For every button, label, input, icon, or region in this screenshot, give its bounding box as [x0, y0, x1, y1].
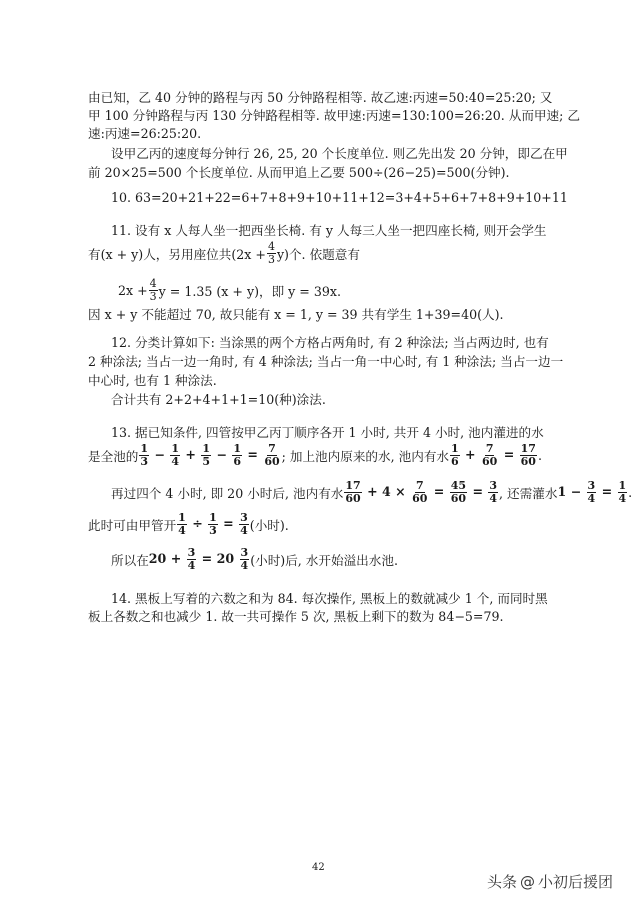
denominator: 60	[412, 492, 428, 505]
q11-eq-a: 2x +	[118, 283, 148, 298]
q13-expr2	[449, 443, 538, 468]
numerator: 7	[485, 442, 494, 455]
numerator: 1	[209, 511, 217, 524]
denominator: 4	[489, 492, 498, 505]
operator: =	[218, 516, 239, 531]
q13-line3	[111, 480, 632, 505]
operator: = 20	[197, 551, 239, 566]
q12-line2: 2 种涂法; 当占一边一角时, 有 4 种涂法; 当占一角一中心时, 有 1 种涂法; 当占一边一	[88, 354, 564, 369]
q13-line4-prefix: 此时可由甲管开	[88, 518, 177, 533]
fraction: $\frac{4}{3}$	[149, 277, 157, 303]
fraction	[450, 480, 467, 505]
q11-line2	[88, 241, 360, 266]
numerator: 1	[171, 442, 180, 455]
watermark-right: 小初后援团	[538, 873, 614, 891]
operator: =	[499, 447, 519, 462]
q13-line4-end: (小时).	[249, 518, 289, 533]
numerator: 7	[415, 479, 424, 492]
fraction	[450, 443, 460, 468]
fraction	[618, 480, 628, 505]
q13-expr1	[138, 443, 281, 468]
para2-line1: 设甲乙丙的速度每分钟行 26, 25, 20 个长度单位. 则乙先出发 20 分钟，即乙在甲	[111, 146, 568, 161]
q10-line: 10. 63=20+21+22=6+7+8+9+10+11+12=3+4+5+6+7+8+9+10+11	[111, 190, 568, 205]
fraction	[170, 443, 180, 468]
numerator: 1	[233, 442, 241, 455]
watermark	[487, 871, 613, 892]
fraction	[177, 512, 187, 537]
fraction	[520, 443, 537, 468]
denominator: 4	[587, 492, 596, 505]
denominator: 4	[240, 524, 248, 537]
q11-line2-b: y)个. 依题意有	[276, 247, 360, 262]
q13-line5-end: (小时)后, 水开始溢出水池.	[250, 553, 398, 568]
numerator: 1	[178, 511, 186, 524]
denominator: 4	[178, 524, 186, 537]
para2-line2: 前 20×25=500 个长度单位. 从而甲追上乙要 500÷(26−25)=500(分钟).	[88, 165, 510, 180]
q13-line3-end: .	[628, 485, 633, 500]
numerator: 3	[240, 546, 249, 559]
numerator: 1	[140, 442, 149, 455]
q13-line3-prefix: 再过四个 4 小时, 即 20 小时后, 池内有水	[111, 486, 344, 501]
denominator: 60	[482, 455, 498, 468]
numerator: 3	[240, 511, 248, 524]
q11-line1: 11. 设有 x 人每人坐一把西坐长椅. 有 y 人每三人坐一把四座长椅, 则开会学生	[111, 223, 547, 238]
operator: + 4 ×	[362, 484, 411, 499]
fraction	[488, 480, 498, 505]
para1-line1: 由已知，乙 40 分钟的路程与丙 50 分钟路程相等. 故乙速:丙速=50:40=25:20; 又	[88, 90, 553, 105]
q13-line2-prefix: 是全池的	[88, 449, 139, 464]
q11-equation	[118, 278, 341, 303]
denominator: 6	[451, 455, 459, 468]
q13-line5-prefix: 所以在	[111, 553, 149, 568]
watermark-left: 头条	[487, 873, 518, 891]
numerator: 3	[489, 479, 498, 492]
denominator: 4	[618, 492, 627, 505]
q13-line4	[88, 512, 289, 537]
denominator: 60	[264, 455, 280, 468]
q12-line3: 中心时, 也有 1 种涂法.	[88, 373, 217, 388]
operator: =	[429, 484, 449, 499]
fraction	[139, 443, 149, 468]
denominator: 60	[520, 455, 536, 468]
q13-line2	[88, 443, 542, 468]
q13-expr6	[149, 547, 250, 572]
fraction	[187, 547, 197, 572]
numerator: 45	[450, 479, 467, 492]
operator: =	[242, 447, 263, 462]
q13-expr5	[176, 512, 250, 537]
operator: =	[468, 484, 488, 499]
numerator: 17	[345, 479, 361, 492]
q14-line2: 板上各数之和也减少 1. 故一共可操作 5 次, 黑板上剩下的数为 84−5=79.	[88, 609, 504, 624]
denominator: 4	[240, 559, 249, 572]
q14-line1: 14. 黑板上写着的六数之和为 84. 每次操作, 黑板上的数就减少 1 个, 而同时黑	[111, 591, 548, 606]
denominator: 4	[171, 455, 180, 468]
operator: +	[460, 447, 480, 462]
operator: +	[181, 447, 201, 462]
q13-line3-mid: , 还需灌水	[499, 486, 558, 501]
denominator: 3	[209, 524, 217, 537]
page-number: 42	[312, 862, 325, 873]
q12-line1: 12. 分类计算如下: 当涂黑的两个方格占两角时, 有 2 种涂法; 当占两边时, 也有	[111, 335, 549, 350]
fraction	[481, 443, 498, 468]
numerator: 17	[520, 442, 536, 455]
q13-expr3	[343, 480, 499, 505]
q13-line2-end: .	[537, 448, 542, 463]
fraction	[344, 480, 361, 505]
fraction	[208, 512, 218, 537]
fraction: $\frac{4}{3}$	[267, 240, 275, 266]
at-icon: @	[520, 872, 536, 891]
operator: −	[150, 447, 170, 462]
fraction	[201, 443, 211, 468]
operator: 1 −	[557, 484, 586, 499]
q13-expr4	[557, 480, 628, 505]
denominator: 3	[140, 455, 149, 468]
fraction	[232, 443, 242, 468]
numerator: 3	[587, 479, 596, 492]
operator: ÷	[187, 516, 208, 531]
q11-line4: 因 x + y 不能超过 70, 故只能有 x = 1, y = 39 共有学生 1+39=40(人).	[88, 307, 504, 322]
fraction	[240, 547, 250, 572]
numerator: 1	[451, 442, 459, 455]
fraction	[239, 512, 249, 537]
denominator: 60	[450, 492, 467, 505]
denominator: 6	[233, 455, 241, 468]
numerator: 7	[268, 442, 276, 455]
q13-line2-mid: ; 加上池内原来的水, 池内有水	[281, 449, 450, 464]
operator: 20 +	[148, 551, 186, 566]
para1-line3: 速:丙速=26:25:20.	[88, 126, 202, 141]
q13-line5	[111, 547, 398, 572]
numerator: 1	[618, 479, 627, 492]
denominator: 60	[345, 492, 361, 505]
q12-line4: 合计共有 2+2+4+1+1=10(种)涂法.	[111, 392, 326, 407]
q13-line1: 13. 据已知条件, 四管按甲乙丙丁顺序各开 1 小时, 共开 4 小时, 池内灌进的水	[111, 425, 544, 440]
operator: −	[212, 447, 232, 462]
operator: =	[597, 484, 617, 499]
q11-eq-b: y = 1.35 (x + y)，即 y = 39x.	[158, 284, 341, 299]
numerator: 3	[187, 546, 196, 559]
para1-line2: 甲 100 分钟路程与丙 130 分钟路程相等. 故甲速:丙速=130:100=26:20. 从而甲速; 乙	[88, 108, 580, 123]
fraction	[411, 480, 428, 505]
denominator: 5	[202, 455, 210, 468]
denominator: 4	[187, 559, 196, 572]
numerator: 1	[202, 442, 210, 455]
fraction	[263, 443, 280, 468]
fraction	[587, 480, 597, 505]
q11-line2-a: 有(x + y)人，另用座位共(2x +	[88, 247, 266, 262]
